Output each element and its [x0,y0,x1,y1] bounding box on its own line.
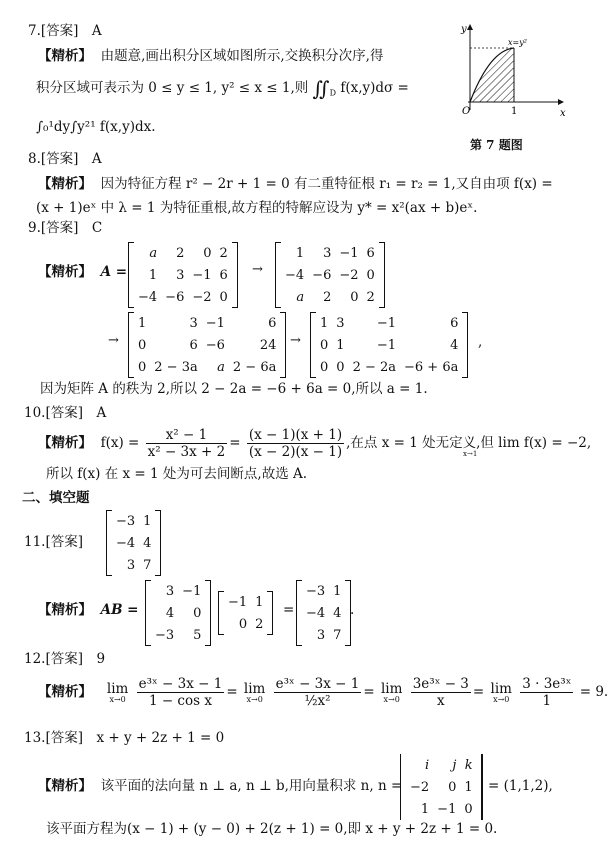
q11-matrix-result [296,580,351,646]
matrix-cell: j [452,757,457,773]
q7-answer: 7.[答案] A [28,23,102,39]
matrix-cell: −4 [306,605,326,621]
matrix-cell: 0 [336,359,345,375]
q11-tag-line [38,601,139,619]
matrix-cell: −4 [285,267,305,283]
matrix-cell: −2 [192,289,212,305]
matrix-cell: 3 [176,267,185,283]
q7-figure [450,18,570,118]
q9-conclusion: 因为矩阵 A 的秩为 2,所以 2 − 2a = −6 + 6a = 0,所以 a = 1. [40,381,428,397]
matrix-cell: 4 [165,605,175,621]
matrix-cell: 0 [320,359,329,375]
q9-matrix-2 [275,242,385,308]
q11-matrix-A [145,580,211,646]
fig-curve-label: x=y² [508,38,527,47]
q11-answer: 11.[答案] [24,534,84,550]
q7-text2a: 积分区域可表示为 0 ≤ y ≤ 1, y² ≤ x ≤ 1,则 [36,80,309,96]
q7-tag: 【精析】 [38,48,92,64]
q10-tail: ,在点 x = 1 处无定义,但 lim f(x) = −2, [346,435,592,451]
matrix-cell: −1 [376,337,397,353]
q9-answer: 9.[答案] C [28,220,103,236]
matrix-cell: 4 [333,605,342,621]
q10-tag: 【精析】 [38,435,92,451]
q13-determinant [400,754,483,820]
q8-line2: (x + 1)eˣ 中 λ = 1 为特征重根,故方程的特解应设为 y* = x²(ax + b)eˣ. [36,200,478,216]
q9-A-label: A = [100,264,128,280]
matrix-cell: 3 [165,583,175,599]
matrix-cell: 1 [320,315,329,331]
matrix-cell: 3 [126,557,136,573]
q7-line3: ∫₀¹dy∫y²¹ f(x,y)dx. [36,119,156,135]
matrix-cell: 0 [350,289,359,305]
arrow-icon: → [290,333,301,348]
q13-det-result: = (1,1,2), [488,778,553,794]
q12-tag: 【精析】 [38,684,92,700]
matrix-cell: 1 [464,779,473,795]
q9-matrix-4 [310,312,468,378]
matrix-cell: −1 [205,315,225,331]
matrix-cell: −6 [312,267,332,283]
matrix-cell: 0 [238,616,248,632]
matrix-cell: 0 [138,359,147,375]
matrix-cell: 1 [420,801,430,817]
matrix-cell: 1 [138,315,147,331]
matrix-cell: i [425,757,430,773]
q10-f: f(x) = [100,435,140,451]
q13-text: 该平面的法向量 n ⊥ a, n ⊥ b,用向量积求 n, n = [100,778,403,794]
q7-line2: 积分区域可表示为 0 ≤ y ≤ 1, y² ≤ x ≤ 1,则 $∬_D$ f(x,y)dσ = [36,76,409,101]
q13-tag: 【精析】 [38,778,92,794]
q12-line: 【精析】 lim x→0 $\frac{\text{e³ˣ − 3x − 1}}{\text{1 − cos x}}$ = lim x→0 $\frac{\text{e³ˣ − 3x − 1}}{\text{½x²}}$ = lim x→0 $\frac{\text{3e³ˣ − 3}}{x}$ = lim x→0 $\frac{\text{3 · 3e³ˣ}}{1}$ = 9. [38,676,608,709]
matrix-cell: 0 [366,267,375,283]
q9-tag: 【精析】 [38,264,92,280]
q10-line2: 所以 f(x) 在 x = 1 处为可去间断点,故选 A. [46,466,308,482]
matrix-cell: 0 [219,289,228,305]
matrix-cell: 4 [143,535,152,551]
matrix-cell: 2 [219,245,228,261]
q8-tag: 【精析】 [38,176,92,192]
q8-answer: 8.[答案] A [28,151,102,167]
q13-answer: 13.[答案] x + y + 2z + 1 = 0 [24,730,225,746]
q12-result: = 9. [579,684,608,700]
matrix-cell: −4 [116,535,136,551]
matrix-cell: −4 [138,289,158,305]
q13-line2: 该平面方程为(x − 1) + (y − 0) + 2(z + 1) = 0,即 x + y + 2z + 1 = 0. [46,821,498,837]
matrix-cell: 0 [464,801,473,817]
matrix-cell: 2 − 6a [232,359,277,375]
matrix-cell: 1 [148,267,158,283]
q11-tag: 【精析】 [38,602,92,618]
matrix-cell: 1 [143,513,152,529]
matrix-cell: −1 [437,801,457,817]
matrix-cell: 6 [219,267,228,283]
matrix-cell: 2 [366,289,375,305]
q9-tag-line [38,263,127,281]
q7-text1: 由题意,画出积分区域如图所示,交换积分次序,得 [100,48,384,64]
q12-answer: 12.[答案] 9 [24,651,106,667]
matrix-cell: −3 [155,627,175,643]
q11-answer-matrix [106,510,161,576]
matrix-cell: a [217,359,225,375]
matrix-cell: −2 [410,779,430,795]
matrix-cell: k [464,757,473,773]
fig-origin: O [462,106,471,117]
matrix-cell: 0 [193,605,202,621]
matrix-cell: 1 [336,337,345,353]
matrix-cell: a [149,245,158,261]
section-heading: 二、填空题 [22,490,90,506]
matrix-cell: 2 [176,245,185,261]
matrix-cell: 6 [450,315,459,331]
matrix-cell: 0 [203,245,212,261]
q10-frac-2: $\frac{(x - 1)(x + 1)}{(x - 2)(x - 1)}$ [248,427,343,460]
q10-frac-1: $\frac{\text{x² − 1}}{\text{x² − 3x + 2}}$ [147,427,226,460]
q10-lim-sub: x→1 [463,450,478,458]
matrix-cell: 6 [268,315,277,331]
q10-line1: 【精析】 f(x) = $\frac{\text{x² − 1}}{\text{x² − 3x + 2}}$ = $\frac{(x - 1)(x + 1)}{(x - 2)(x - 1)}$ ,在点 x = 1 处无定义,但 lim f(x) = −2, [38,427,592,460]
matrix-cell: −2 [339,267,359,283]
fig-tick: 1 [511,106,518,117]
double-integral-icon: ∬ [312,76,330,101]
matrix-cell: 1 [295,245,305,261]
matrix-cell: 2 − 3a [154,359,198,375]
q9-matrix-3 [128,312,286,378]
matrix-cell: −6 + 6a [404,359,459,375]
matrix-cell: 3 [316,627,326,643]
matrix-cell: 6 [189,337,198,353]
matrix-cell: 0 [448,779,457,795]
matrix-cell: −1 [192,267,212,283]
matrix-cell: 5 [193,627,202,643]
matrix-cell: 24 [259,337,277,353]
matrix-cell: −1 [376,315,397,331]
matrix-cell: 2 − 2a [352,359,397,375]
matrix-cell: 1 [333,583,342,599]
hatched-region [470,48,514,102]
q13-line1 [38,777,402,795]
fig-y-label: y [461,24,467,35]
q7-text2b: f(x,y)dσ = [340,80,409,96]
matrix-cell: 6 [366,245,375,261]
q8-line1 [38,175,553,193]
fig-x-label: x [560,108,566,119]
matrix-cell: 4 [450,337,459,353]
q11-matrix-B [218,591,273,635]
q11-AB: AB = [100,602,139,618]
matrix-cell: −1 [182,583,202,599]
q9-matrix-1 [128,242,238,308]
matrix-cell: −3 [116,513,136,529]
matrix-cell: 0 [138,337,147,353]
matrix-cell: 1 [255,594,264,610]
matrix-cell: −1 [339,245,359,261]
matrix-cell: a [296,289,305,305]
arrow-icon: → [252,262,263,277]
matrix-cell: −1 [228,594,248,610]
matrix-cell: 7 [143,557,152,573]
matrix-cell: −6 [205,337,225,353]
matrix-cell: 7 [333,627,342,643]
q7-figure-caption: 第 7 题图 [470,138,523,152]
matrix-cell: 2 [323,289,332,305]
q7-line1 [38,47,383,65]
matrix-cell: −3 [306,583,326,599]
arrow-icon: → [108,333,119,348]
matrix-cell: −6 [165,289,185,305]
matrix-cell: 3 [336,315,345,331]
q8-text1: 因为特征方程 r² − 2r + 1 = 0 有二重特征根 r₁ = r₂ = 1,又自由项 f(x) = [100,176,553,192]
matrix-cell: 3 [189,315,198,331]
q10-answer: 10.[答案] A [24,405,107,421]
matrix-cell: 2 [255,616,264,632]
matrix-cell: 3 [323,245,332,261]
matrix-cell: 0 [320,337,329,353]
q11-eq: = [283,602,295,618]
